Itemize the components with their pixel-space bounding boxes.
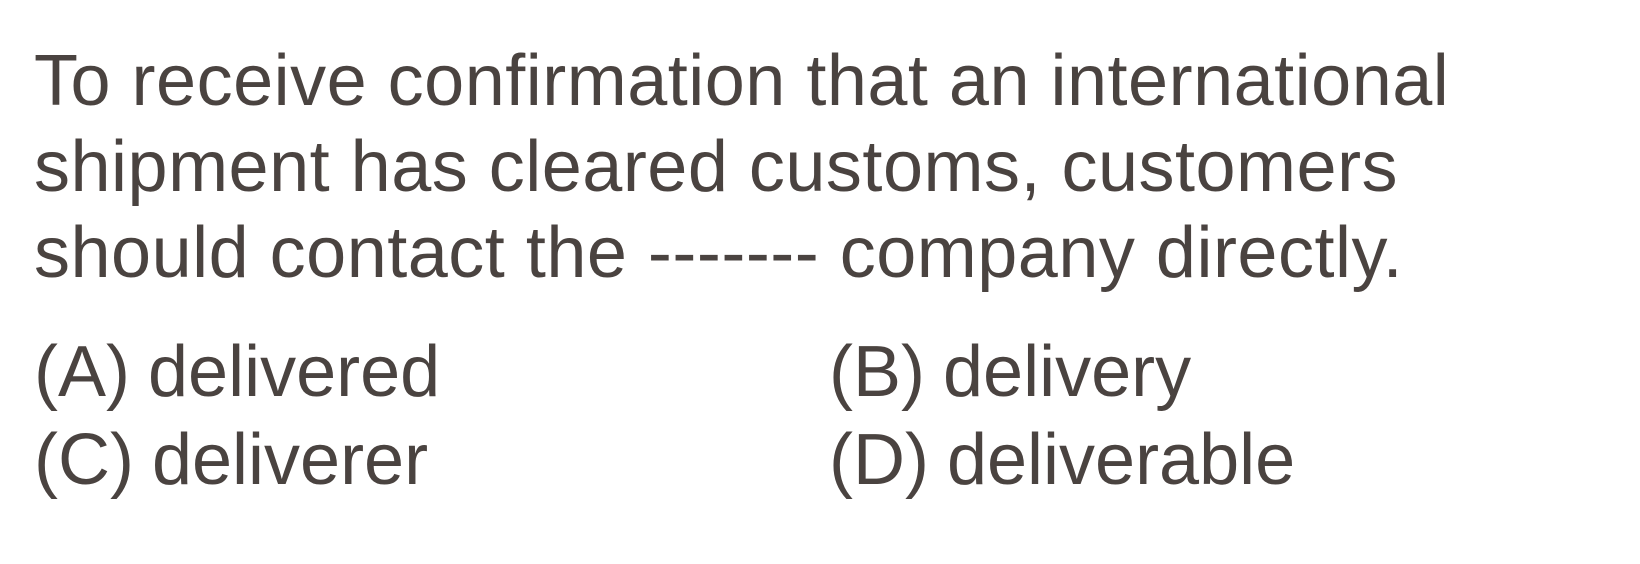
question-text xyxy=(34,38,1614,296)
question-line-2: shipment has cleared customs, customers xyxy=(34,127,1399,207)
option-a[interactable] xyxy=(34,328,440,416)
option-b-text: delivery xyxy=(942,332,1192,412)
question-line-3: should contact the ------- company directly. xyxy=(34,213,1404,293)
option-d-text: deliverable xyxy=(946,420,1296,500)
option-a-text: delivered xyxy=(147,332,441,412)
options-row-1 xyxy=(34,328,1614,416)
option-c-letter: (C) xyxy=(34,420,134,500)
option-a-letter: (A) xyxy=(34,332,130,412)
option-b[interactable] xyxy=(829,328,1191,416)
option-d-letter: (D) xyxy=(829,420,929,500)
options-row-2 xyxy=(34,416,1614,504)
answer-options xyxy=(34,328,1614,504)
option-c[interactable] xyxy=(34,416,428,504)
question-line-1: To receive confirmation that an international xyxy=(34,41,1450,121)
option-b-letter: (B) xyxy=(829,332,925,412)
option-c-text: deliverer xyxy=(151,420,429,500)
option-d[interactable] xyxy=(829,416,1295,504)
